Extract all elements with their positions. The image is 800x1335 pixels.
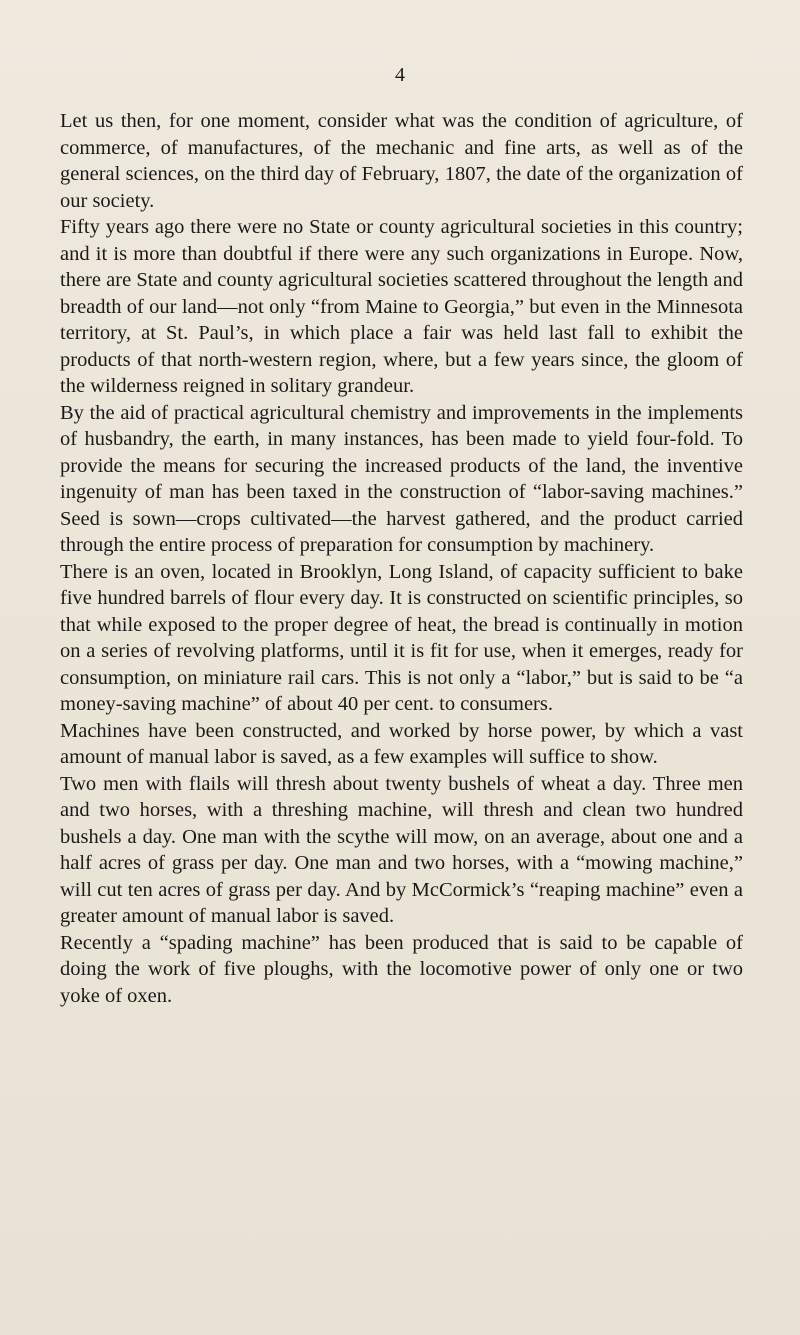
paragraph: There is an oven, located in Brooklyn, Long Island, of capacity sufficient to bake five hundred barrels of flour every day. It is constructed on scientific principles, so that while exposed to the proper degree of heat, the bread is continually in motion on a series of revolving platforms, until it is fit for use, when it emerges, ready for consumption, on miniature rail cars. This is not only a “labor,” but is said to be “a money-saving machine” of about 40 per cent. to consumers. bbox=[60, 560, 743, 715]
paragraph: Fifty years ago there were no State or county agricultural societies in this country; and it is more than doubtful if there were any such organizations in Europe. Now, there are State and county agricultural societies scattered throughout the length and breadth of our land—not only “from Maine to Georgia,” but even in the Minnesota territory, at St. Paul’s, in which place a fair was held last fall to exhibit the products of that north-western region, where, but a few years since, the gloom of the wilderness reigned in solitary grandeur. bbox=[60, 216, 743, 397]
paragraph: Let us then, for one moment, consider what was the condition of agriculture, of commerce, of manufactures, of the mechanic and fine arts, as well as of the general sciences, on the third day of February, 1807, the date of the organization of our society. bbox=[60, 110, 743, 212]
paragraph: By the aid of practical agricultural chemistry and improvements in the implements of husbandry, the earth, in many instances, has been made to yield four-fold. To provide the means for securing the increased products of the land, the inventive ingenuity of man has been taxed in the construction of “labor-saving machines.” Seed is sown—crops cultivated—the harvest gathered, and the product carried through the entire process of preparation for consumption by machinery. bbox=[60, 401, 743, 556]
body-text bbox=[60, 108, 743, 1009]
paragraph: Machines have been constructed, and worked by horse power, by which a vast amount of manual labor is saved, as a few examples will suffice to show. bbox=[60, 719, 743, 768]
paragraph: Recently a “spading machine” has been produced that is said to be capable of doing the work of five ploughs, with the locomotive power of only one or two yoke of oxen. bbox=[60, 931, 743, 1007]
paragraph: Two men with flails will thresh about twenty bushels of wheat a day. Three men and two horses, with a threshing machine, will thresh and clean two hundred bushels a day. One man with the scythe will mow, on an average, about one and a half acres of grass per day. One man and two horses, with a “mowing machine,” will cut ten acres of grass per day. And by McCormick’s “reaping machine” even a greater amount of manual labor is saved. bbox=[60, 772, 743, 927]
page-number: 4 bbox=[395, 64, 405, 86]
